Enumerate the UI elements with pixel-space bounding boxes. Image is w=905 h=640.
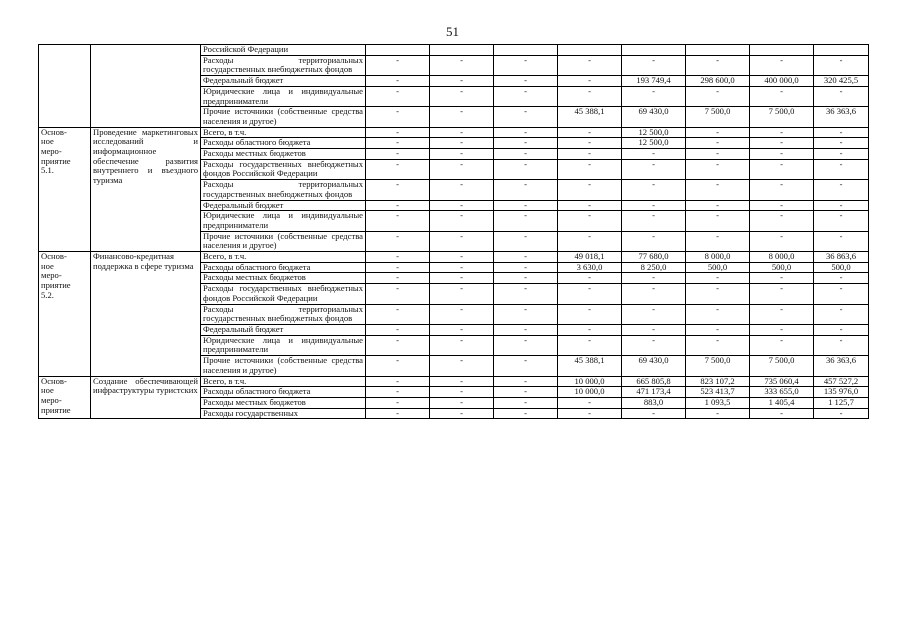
amount-cell: - [430, 180, 494, 200]
amount-cell: 1 093,5 [686, 397, 750, 408]
funding-source: Расходы территориальных государственных внебюджетных фондов [201, 304, 366, 324]
funding-source: Расходы местных бюджетов [201, 149, 366, 160]
amount-cell: 500,0 [750, 262, 814, 273]
amount-cell: 45 388,1 [558, 107, 622, 127]
amount-cell: - [750, 200, 814, 211]
amount-cell [558, 45, 622, 56]
amount-cell: - [366, 138, 430, 149]
amount-cell: - [494, 376, 558, 387]
amount-cell: 8 000,0 [750, 252, 814, 263]
amount-cell [430, 45, 494, 56]
amount-cell: 193 749,4 [622, 76, 686, 87]
amount-cell: - [366, 304, 430, 324]
amount-cell: - [494, 335, 558, 355]
amount-cell: - [686, 55, 750, 75]
amount-cell: - [558, 149, 622, 160]
amount-cell: - [430, 159, 494, 179]
amount-cell: 36 863,6 [814, 252, 869, 263]
amount-cell: 320 425,5 [814, 76, 869, 87]
amount-cell: - [366, 149, 430, 160]
amount-cell: - [366, 408, 430, 419]
amount-cell: 7 500,0 [686, 356, 750, 376]
amount-cell: - [686, 273, 750, 284]
amount-cell: 735 060,4 [750, 376, 814, 387]
amount-cell: - [430, 149, 494, 160]
amount-cell: - [430, 408, 494, 419]
amount-cell: - [622, 324, 686, 335]
amount-cell: - [750, 284, 814, 304]
amount-cell: - [814, 324, 869, 335]
amount-cell: - [686, 200, 750, 211]
amount-cell: - [814, 180, 869, 200]
funding-source: Расходы областного бюджета [201, 262, 366, 273]
amount-cell: - [494, 273, 558, 284]
funding-source: Всего, в т.ч. [201, 252, 366, 263]
amount-cell: 665 805,8 [622, 376, 686, 387]
amount-cell: 823 107,2 [686, 376, 750, 387]
activity-number: Основ- ное меро- приятие 5.2. [39, 252, 91, 376]
funding-source: Прочие источники (собственные средства населения и другое) [201, 356, 366, 376]
funding-source: Всего, в т.ч. [201, 127, 366, 138]
amount-cell [750, 45, 814, 56]
amount-cell: - [430, 211, 494, 231]
amount-cell: - [622, 273, 686, 284]
activity-name: Создание обеспечивающей инфраструктуры туристских [91, 376, 201, 419]
amount-cell: - [750, 86, 814, 106]
amount-cell: - [814, 86, 869, 106]
amount-cell: - [366, 262, 430, 273]
amount-cell: - [366, 180, 430, 200]
amount-cell: 8 250,0 [622, 262, 686, 273]
amount-cell: - [686, 408, 750, 419]
amount-cell: - [622, 180, 686, 200]
amount-cell: 36 363,6 [814, 356, 869, 376]
funding-source: Расходы областного бюджета [201, 387, 366, 398]
activity-name [91, 45, 201, 128]
amount-cell: - [494, 304, 558, 324]
funding-source: Расходы государственных внебюджетных фондов Российской Федерации [201, 284, 366, 304]
amount-cell: - [814, 149, 869, 160]
amount-cell: - [366, 376, 430, 387]
amount-cell: - [686, 211, 750, 231]
amount-cell: - [430, 86, 494, 106]
funding-source: Юридические лица и индивидуальные предприниматели [201, 86, 366, 106]
amount-cell: - [494, 211, 558, 231]
amount-cell: - [814, 127, 869, 138]
amount-cell: - [558, 55, 622, 75]
amount-cell: - [750, 180, 814, 200]
amount-cell: - [814, 335, 869, 355]
amount-cell: - [366, 55, 430, 75]
table-row [39, 376, 869, 387]
amount-cell: - [494, 387, 558, 398]
activity-name: Финансово-кредитная поддержка в сфере туризма [91, 252, 201, 376]
amount-cell: - [558, 273, 622, 284]
funding-source: Расходы областного бюджета [201, 138, 366, 149]
amount-cell: - [430, 335, 494, 355]
amount-cell: - [494, 180, 558, 200]
amount-cell: - [686, 304, 750, 324]
amount-cell: - [430, 397, 494, 408]
amount-cell: - [814, 231, 869, 251]
amount-cell: - [366, 397, 430, 408]
amount-cell: - [366, 284, 430, 304]
amount-cell: - [494, 408, 558, 419]
amount-cell: - [494, 397, 558, 408]
amount-cell: - [494, 231, 558, 251]
activity-name: Проведение маркетинговых исследований и информационное обеспечение развития внутреннего и въездного туризма [91, 127, 201, 251]
table-row [39, 127, 869, 138]
budget-table [38, 44, 869, 419]
amount-cell: - [558, 304, 622, 324]
amount-cell: - [750, 324, 814, 335]
amount-cell: - [686, 335, 750, 355]
amount-cell: - [686, 127, 750, 138]
amount-cell: - [750, 273, 814, 284]
amount-cell: - [750, 408, 814, 419]
amount-cell: - [494, 86, 558, 106]
funding-source: Юридические лица и индивидуальные предприниматели [201, 335, 366, 355]
amount-cell: - [494, 262, 558, 273]
amount-cell: - [430, 387, 494, 398]
amount-cell: - [622, 159, 686, 179]
amount-cell: 49 018,1 [558, 252, 622, 263]
activity-number: Основ- ное меро- приятие [39, 376, 91, 419]
amount-cell: - [366, 127, 430, 138]
amount-cell: - [814, 304, 869, 324]
amount-cell: - [494, 324, 558, 335]
amount-cell: - [622, 408, 686, 419]
funding-source: Всего, в т.ч. [201, 376, 366, 387]
amount-cell: - [686, 149, 750, 160]
amount-cell: - [750, 138, 814, 149]
amount-cell: 471 173,4 [622, 387, 686, 398]
amount-cell: - [366, 200, 430, 211]
page-number: 51 [446, 24, 459, 39]
amount-cell: - [814, 55, 869, 75]
funding-source: Расходы территориальных государственных внебюджетных фондов [201, 55, 366, 75]
amount-cell: - [558, 76, 622, 87]
amount-cell: - [750, 159, 814, 179]
amount-cell: - [686, 180, 750, 200]
amount-cell: 1 125,7 [814, 397, 869, 408]
funding-source: Расходы государственных внебюджетных фондов Российской Федерации [201, 159, 366, 179]
amount-cell: 400 000,0 [750, 76, 814, 87]
funding-source: Прочие источники (собственные средства населения и другое) [201, 231, 366, 251]
amount-cell: 45 388,1 [558, 356, 622, 376]
amount-cell: - [366, 86, 430, 106]
amount-cell: 3 630,0 [558, 262, 622, 273]
table-body [39, 45, 869, 419]
amount-cell: 135 976,0 [814, 387, 869, 398]
amount-cell: 7 500,0 [750, 107, 814, 127]
amount-cell [814, 45, 869, 56]
funding-source: Юридические лица и индивидуальные предприниматели [201, 211, 366, 231]
amount-cell: - [622, 231, 686, 251]
amount-cell: - [750, 335, 814, 355]
amount-cell: - [494, 284, 558, 304]
amount-cell: 500,0 [814, 262, 869, 273]
amount-cell: - [430, 138, 494, 149]
amount-cell: - [750, 304, 814, 324]
amount-cell: - [430, 200, 494, 211]
amount-cell: 333 655,0 [750, 387, 814, 398]
amount-cell: - [558, 211, 622, 231]
amount-cell: - [366, 76, 430, 87]
amount-cell: - [430, 107, 494, 127]
amount-cell: - [366, 231, 430, 251]
amount-cell: - [686, 86, 750, 106]
amount-cell: - [750, 211, 814, 231]
amount-cell: 69 430,0 [622, 107, 686, 127]
amount-cell: 7 500,0 [686, 107, 750, 127]
amount-cell: - [750, 149, 814, 160]
amount-cell: - [430, 376, 494, 387]
amount-cell: - [558, 200, 622, 211]
amount-cell: - [430, 231, 494, 251]
funding-source: Федеральный бюджет [201, 200, 366, 211]
amount-cell: - [494, 200, 558, 211]
activity-number [39, 45, 91, 128]
amount-cell: - [750, 55, 814, 75]
amount-cell: - [558, 231, 622, 251]
amount-cell: - [622, 55, 686, 75]
amount-cell: - [558, 397, 622, 408]
table-row [39, 252, 869, 263]
amount-cell: - [558, 180, 622, 200]
amount-cell: 69 430,0 [622, 356, 686, 376]
amount-cell: - [494, 107, 558, 127]
amount-cell: 12 500,0 [622, 127, 686, 138]
amount-cell: 7 500,0 [750, 356, 814, 376]
amount-cell: 457 527,2 [814, 376, 869, 387]
amount-cell: - [686, 159, 750, 179]
amount-cell: - [558, 408, 622, 419]
amount-cell: 523 413,7 [686, 387, 750, 398]
amount-cell: - [750, 127, 814, 138]
amount-cell: - [814, 408, 869, 419]
amount-cell: - [430, 273, 494, 284]
amount-cell: 36 363,6 [814, 107, 869, 127]
funding-source: Российской Федерации [201, 45, 366, 56]
funding-source: Федеральный бюджет [201, 76, 366, 87]
amount-cell: - [366, 159, 430, 179]
amount-cell: - [558, 284, 622, 304]
amount-cell: - [686, 324, 750, 335]
amount-cell: - [558, 127, 622, 138]
amount-cell: - [686, 231, 750, 251]
amount-cell: - [750, 231, 814, 251]
amount-cell: - [622, 304, 686, 324]
amount-cell: 10 000,0 [558, 376, 622, 387]
amount-cell: - [558, 335, 622, 355]
amount-cell: - [622, 284, 686, 304]
amount-cell: 12 500,0 [622, 138, 686, 149]
amount-cell: - [494, 127, 558, 138]
amount-cell: - [366, 211, 430, 231]
amount-cell: - [814, 273, 869, 284]
amount-cell: - [814, 211, 869, 231]
amount-cell: - [430, 356, 494, 376]
amount-cell: - [558, 138, 622, 149]
activity-number: Основ- ное меро- приятие 5.1. [39, 127, 91, 251]
amount-cell: - [366, 335, 430, 355]
amount-cell: - [366, 107, 430, 127]
funding-source: Расходы государственных [201, 408, 366, 419]
amount-cell: 500,0 [686, 262, 750, 273]
amount-cell: - [814, 138, 869, 149]
amount-cell: - [430, 252, 494, 263]
amount-cell: - [430, 284, 494, 304]
amount-cell [494, 45, 558, 56]
amount-cell: - [622, 149, 686, 160]
amount-cell: - [494, 159, 558, 179]
amount-cell: - [622, 335, 686, 355]
amount-cell: - [366, 324, 430, 335]
amount-cell: - [494, 356, 558, 376]
funding-source: Расходы местных бюджетов [201, 273, 366, 284]
amount-cell: - [622, 200, 686, 211]
amount-cell: - [366, 387, 430, 398]
amount-cell: 883,0 [622, 397, 686, 408]
amount-cell: - [366, 356, 430, 376]
amount-cell: - [430, 324, 494, 335]
amount-cell: - [366, 252, 430, 263]
table-row [39, 45, 869, 56]
amount-cell [366, 45, 430, 56]
amount-cell: - [622, 211, 686, 231]
amount-cell: 298 600,0 [686, 76, 750, 87]
amount-cell: - [686, 138, 750, 149]
amount-cell: - [558, 159, 622, 179]
funding-source: Федеральный бюджет [201, 324, 366, 335]
amount-cell: - [814, 284, 869, 304]
amount-cell [622, 45, 686, 56]
amount-cell: - [622, 86, 686, 106]
amount-cell: - [814, 200, 869, 211]
funding-source: Расходы территориальных государственных внебюджетных фондов [201, 180, 366, 200]
amount-cell: - [494, 76, 558, 87]
amount-cell: - [558, 324, 622, 335]
funding-source: Расходы местных бюджетов [201, 397, 366, 408]
amount-cell: - [814, 159, 869, 179]
amount-cell: - [366, 273, 430, 284]
amount-cell: - [430, 127, 494, 138]
amount-cell: 77 680,0 [622, 252, 686, 263]
funding-source: Прочие источники (собственные средства населения и другое) [201, 107, 366, 127]
amount-cell: 10 000,0 [558, 387, 622, 398]
amount-cell [686, 45, 750, 56]
amount-cell: - [430, 262, 494, 273]
amount-cell: - [494, 252, 558, 263]
amount-cell: - [494, 149, 558, 160]
amount-cell: - [494, 55, 558, 75]
amount-cell: - [558, 86, 622, 106]
amount-cell: 1 405,4 [750, 397, 814, 408]
amount-cell: - [430, 76, 494, 87]
amount-cell: - [430, 55, 494, 75]
amount-cell: - [686, 284, 750, 304]
amount-cell: - [494, 138, 558, 149]
amount-cell: 8 000,0 [686, 252, 750, 263]
amount-cell: - [430, 304, 494, 324]
